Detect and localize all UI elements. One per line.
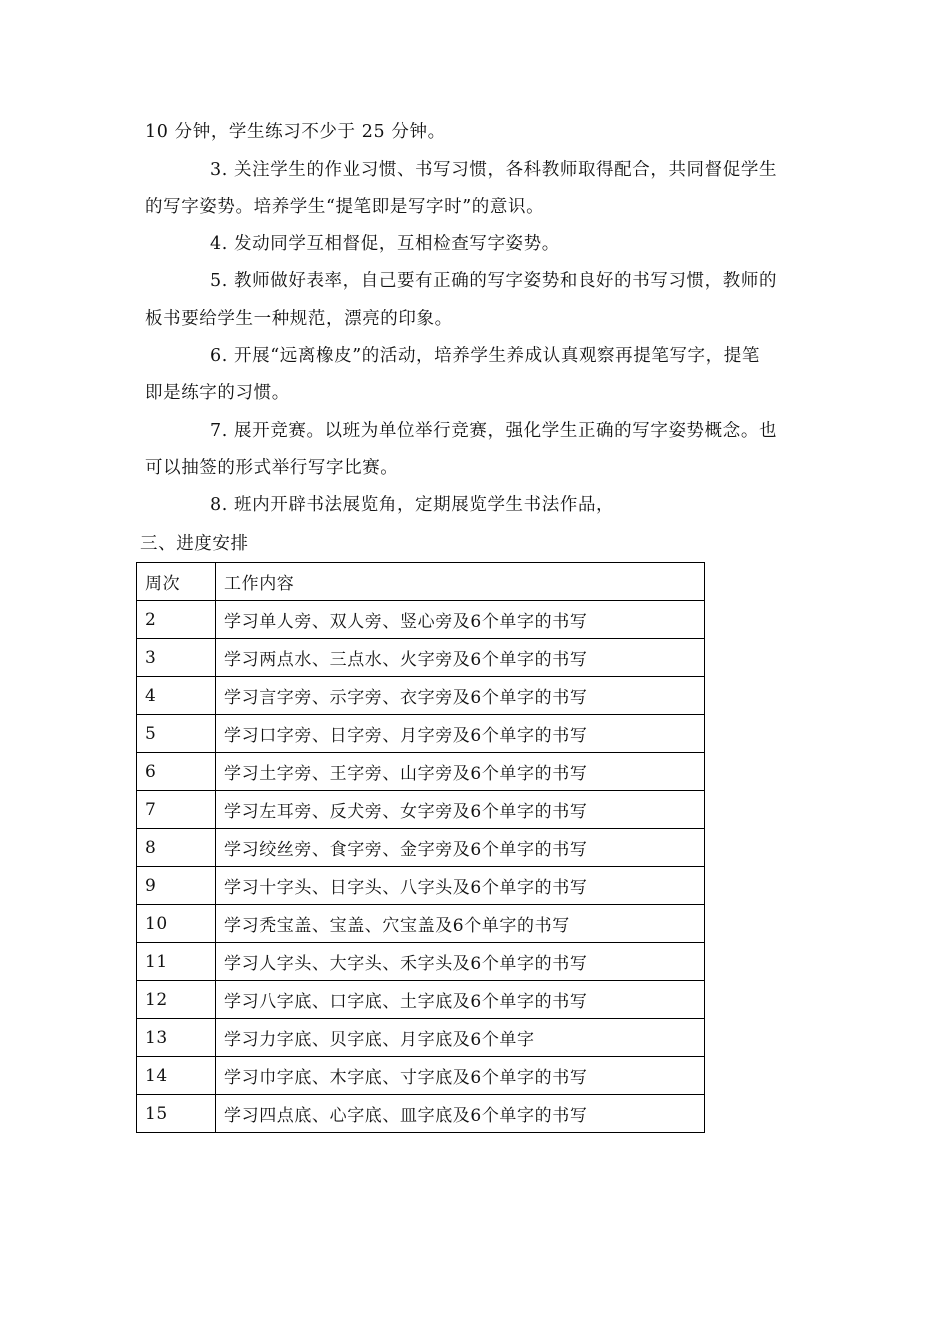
table-row [137,715,705,753]
table-row [137,677,705,715]
paragraph-line: 4. 发动同学互相督促，互相检查写字姿势。 [210,234,560,254]
week-cell: 3 [137,639,216,677]
table-row [137,1057,705,1095]
table-row [137,943,705,981]
paragraph-line: 的写字姿势。培养学生“提笔即是写字时”的意识。 [145,197,545,217]
content-cell: 学习单人旁、双人旁、竖心旁及6个单字的书写 [216,601,705,639]
content-cell: 学习十字头、日字头、八字头及6个单字的书写 [216,867,705,905]
week-cell: 8 [137,829,216,867]
content-cell: 学习巾字底、木字底、寸字底及6个单字的书写 [216,1057,705,1095]
paragraph-line: 10 分钟，学生练习不少于 25 分钟。 [145,122,446,142]
paragraph-line: 3. 关注学生的作业习惯、书写习惯，各科教师取得配合，共同督促学生 [210,160,778,180]
header-content: 工作内容 [216,563,705,601]
paragraph-line: 7. 展开竞赛。以班为单位举行竞赛，强化学生正确的写字姿势概念。也 [210,421,778,441]
table-row [137,791,705,829]
paragraph-line: 6. 开展“远离橡皮”的活动，培养学生养成认真观察再提笔写字，提笔 [210,346,760,366]
table-row [137,639,705,677]
table-row [137,1019,705,1057]
table-row [137,829,705,867]
paragraph-line: 板书要给学生一种规范，漂亮的印象。 [145,309,453,329]
week-cell: 12 [137,981,216,1019]
content-cell: 学习土字旁、王字旁、山字旁及6个单字的书写 [216,753,705,791]
week-cell: 9 [137,867,216,905]
content-cell: 学习秃宝盖、宝盖、穴宝盖及6个单字的书写 [216,905,705,943]
content-cell: 学习口字旁、日字旁、月字旁及6个单字的书写 [216,715,705,753]
table-row [137,905,705,943]
table-row [137,601,705,639]
week-cell: 7 [137,791,216,829]
week-cell: 4 [137,677,216,715]
week-cell: 10 [137,905,216,943]
content-cell: 学习言字旁、示字旁、衣字旁及6个单字的书写 [216,677,705,715]
content-cell: 学习左耳旁、反犬旁、女字旁及6个单字的书写 [216,791,705,829]
table-row [137,981,705,1019]
paragraph-line: 8. 班内开辟书法展览角，定期展览学生书法作品， [210,495,615,515]
week-cell: 6 [137,753,216,791]
content-cell: 学习力字底、贝字底、月字底及6个单字 [216,1019,705,1057]
paragraph-line: 即是练字的习惯。 [145,383,290,403]
content-cell: 学习两点水、三点水、火字旁及6个单字的书写 [216,639,705,677]
content-cell: 学习人字头、大字头、禾字头及6个单字的书写 [216,943,705,981]
paragraph-line: 可以抽签的形式举行写字比赛。 [145,458,399,478]
paragraph-line: 5. 教师做好表率，自己要有正确的写字姿势和良好的书写习惯，教师的 [210,271,778,291]
section-title: 三、进度安排 [140,534,249,554]
week-cell: 11 [137,943,216,981]
week-cell: 14 [137,1057,216,1095]
content-cell: 学习四点底、心字底、皿字底及6个单字的书写 [216,1095,705,1133]
content-cell: 学习绞丝旁、食字旁、金字旁及6个单字的书写 [216,829,705,867]
table-row [137,1095,705,1133]
week-cell: 5 [137,715,216,753]
table-header-row [137,563,705,601]
table-row [137,867,705,905]
week-cell: 13 [137,1019,216,1057]
schedule-table [136,562,705,1133]
table-row [137,753,705,791]
week-cell: 15 [137,1095,216,1133]
week-cell: 2 [137,601,216,639]
header-week: 周次 [137,563,216,601]
content-cell: 学习八字底、口字底、土字底及6个单字的书写 [216,981,705,1019]
